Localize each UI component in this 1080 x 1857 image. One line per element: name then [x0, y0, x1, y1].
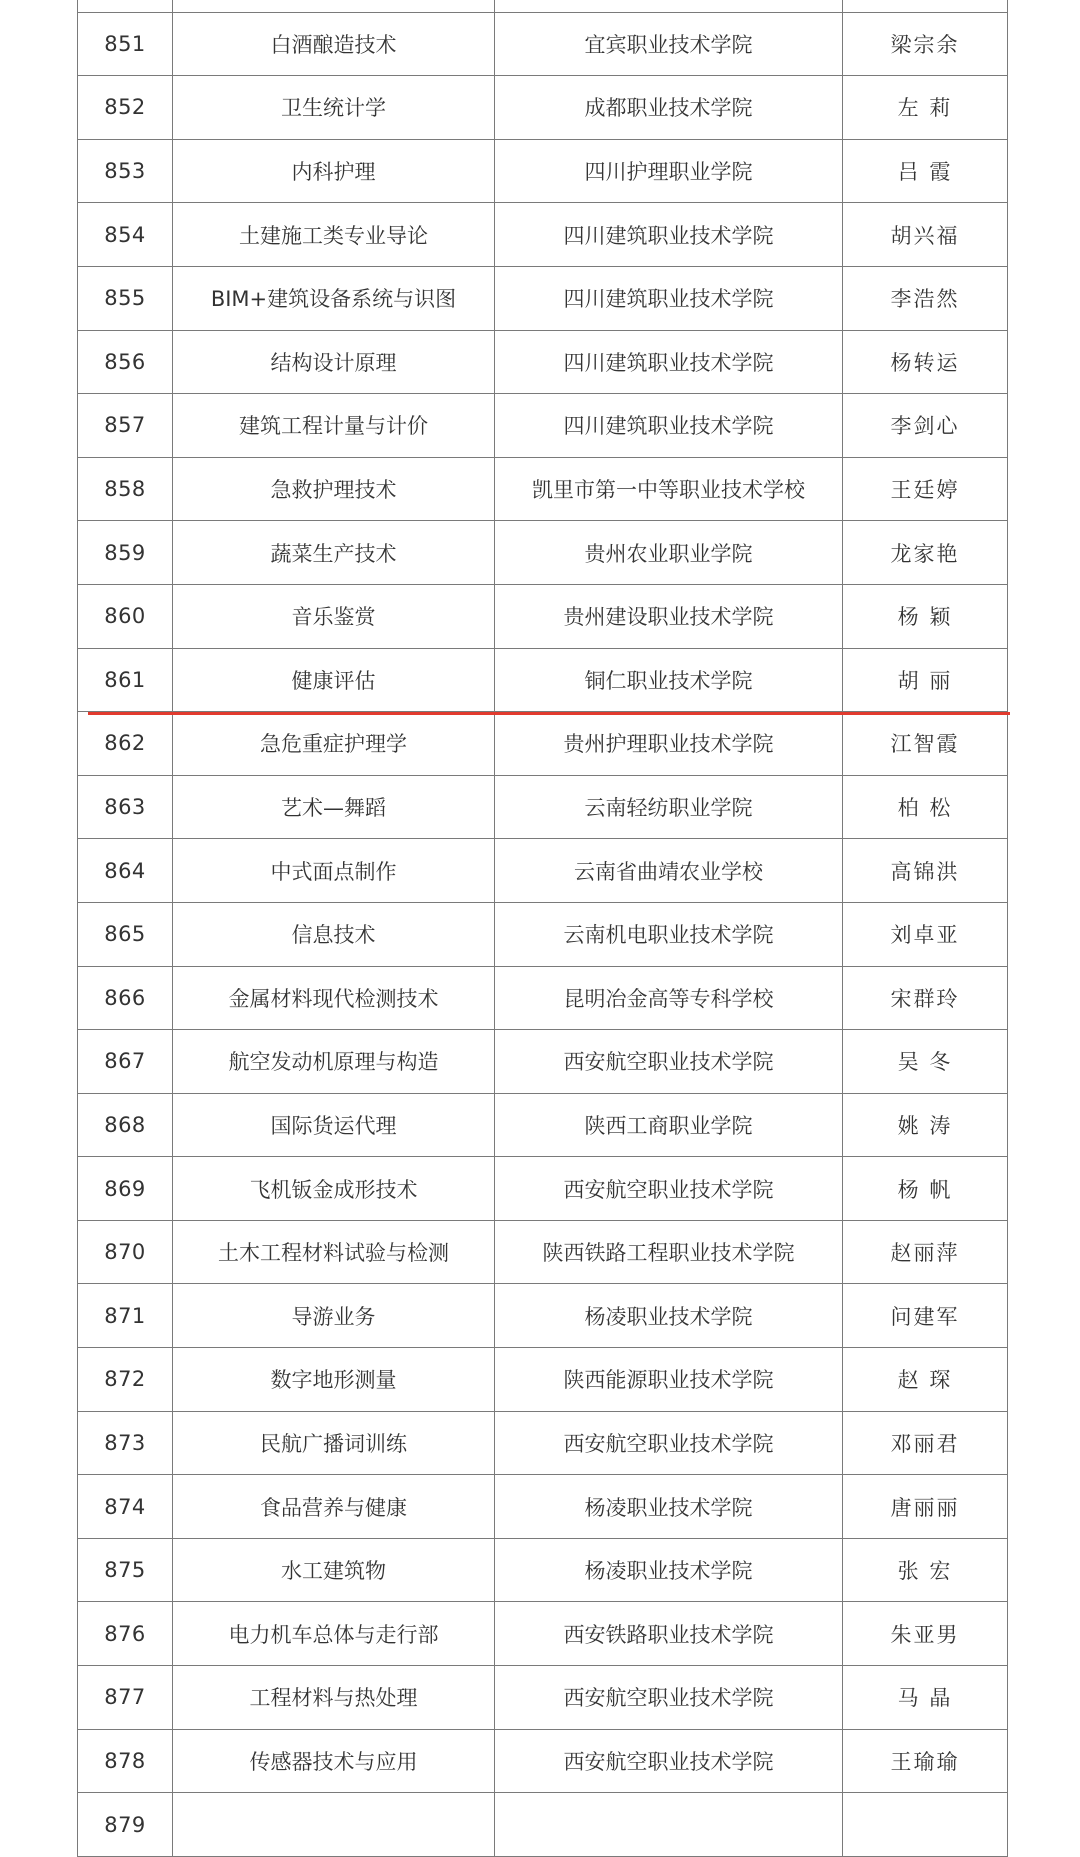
course-title: 内科护理 — [173, 139, 495, 203]
table-row — [78, 712, 1008, 776]
editor-name: 梁宗余 — [843, 12, 1008, 76]
table-row — [78, 775, 1008, 839]
institution: 宜宾职业技术学院 — [495, 12, 843, 76]
institution: 贵州建设职业技术学院 — [495, 584, 843, 648]
table-row — [78, 966, 1008, 1030]
institution: 西安航空职业技术学院 — [495, 1666, 843, 1730]
row-number: 863 — [78, 775, 173, 839]
editor-name: 王廷婷 — [843, 457, 1008, 521]
row-number: 878 — [78, 1729, 173, 1793]
institution: 昆明冶金高等专科学校 — [495, 966, 843, 1030]
editor-name: 姚 涛 — [843, 1093, 1008, 1157]
row-number: 874 — [78, 1475, 173, 1539]
editor-name: 杨 帆 — [843, 1157, 1008, 1221]
course-title: BIM+建筑设备系统与识图 — [173, 266, 495, 330]
editor-name: 杨 颖 — [843, 584, 1008, 648]
row-number: 858 — [78, 457, 173, 521]
editor-name: 江智霞 — [843, 712, 1008, 776]
table-row — [78, 1729, 1008, 1793]
row-number: 875 — [78, 1538, 173, 1602]
course-title: 健康评估 — [173, 648, 495, 712]
course-title: 急救护理技术 — [173, 457, 495, 521]
table-row — [78, 12, 1008, 76]
course-title: 艺术—舞蹈 — [173, 775, 495, 839]
row-number: 869 — [78, 1157, 173, 1221]
table-row — [78, 394, 1008, 458]
editor-name: 高锦洪 — [843, 839, 1008, 903]
course-title: 传感器技术与应用 — [173, 1729, 495, 1793]
course-title: 卫生统计学 — [173, 76, 495, 140]
course-title: 飞机钣金成形技术 — [173, 1157, 495, 1221]
institution: 杨凌职业技术学院 — [495, 1284, 843, 1348]
table-row — [78, 1411, 1008, 1475]
row-number: 876 — [78, 1602, 173, 1666]
row-number: 865 — [78, 902, 173, 966]
course-title: 土木工程材料试验与检测 — [173, 1220, 495, 1284]
institution: 云南轻纺职业学院 — [495, 775, 843, 839]
table-row — [78, 1538, 1008, 1602]
editor-name: 张 宏 — [843, 1538, 1008, 1602]
course-title: 航空发动机原理与构造 — [173, 1030, 495, 1094]
course-title: 信息技术 — [173, 902, 495, 966]
table-row — [78, 1602, 1008, 1666]
row-number: 859 — [78, 521, 173, 585]
institution: 陕西铁路工程职业技术学院 — [495, 1220, 843, 1284]
editor-name: 左 莉 — [843, 76, 1008, 140]
institution: 四川建筑职业技术学院 — [495, 266, 843, 330]
course-title — [173, 1793, 495, 1857]
row-number: 864 — [78, 839, 173, 903]
editor-name — [843, 1793, 1008, 1857]
editor-name: 问建军 — [843, 1284, 1008, 1348]
row-number: 879 — [78, 1793, 173, 1857]
table-row — [78, 1348, 1008, 1412]
row-number: 854 — [78, 203, 173, 267]
institution: 贵州护理职业技术学院 — [495, 712, 843, 776]
institution: 西安航空职业技术学院 — [495, 1729, 843, 1793]
institution: 陕西能源职业技术学院 — [495, 1348, 843, 1412]
table-row — [78, 1157, 1008, 1221]
table-row — [78, 1666, 1008, 1730]
course-title: 白酒酿造技术 — [173, 12, 495, 76]
course-title: 食品营养与健康 — [173, 1475, 495, 1539]
course-title: 工程材料与热处理 — [173, 1666, 495, 1730]
row-number: 868 — [78, 1093, 173, 1157]
institution — [495, 1793, 843, 1857]
row-number: 853 — [78, 139, 173, 203]
table-row — [78, 1030, 1008, 1094]
editor-name: 邓丽君 — [843, 1411, 1008, 1475]
row-number: 871 — [78, 1284, 173, 1348]
institution: 西安铁路职业技术学院 — [495, 1602, 843, 1666]
table-row — [78, 0, 1008, 12]
table-row — [78, 457, 1008, 521]
page-break-line — [88, 712, 1010, 715]
row-number: 860 — [78, 584, 173, 648]
table-row — [78, 139, 1008, 203]
row-number: 866 — [78, 966, 173, 1030]
editor-name: 赵 琛 — [843, 1348, 1008, 1412]
row-number: 856 — [78, 330, 173, 394]
row-number: 857 — [78, 394, 173, 458]
row-number: 877 — [78, 1666, 173, 1730]
editor-name: 朱亚男 — [843, 1602, 1008, 1666]
institution: 陕西工商职业学院 — [495, 1093, 843, 1157]
editor-name: 胡 丽 — [843, 648, 1008, 712]
row-number: 870 — [78, 1220, 173, 1284]
course-title: 建筑工程计量与计价 — [173, 394, 495, 458]
editor-name: 王瑜瑜 — [843, 1729, 1008, 1793]
editor-name: 龙家艳 — [843, 521, 1008, 585]
row-number: 855 — [78, 266, 173, 330]
editor-name: 马 晶 — [843, 1666, 1008, 1730]
editor-name: 李剑心 — [843, 394, 1008, 458]
table-row — [78, 1220, 1008, 1284]
row-number: 861 — [78, 648, 173, 712]
course-title: 电力机车总体与走行部 — [173, 1602, 495, 1666]
institution: 杨凌职业技术学院 — [495, 1475, 843, 1539]
course-title: 金属材料现代检测技术 — [173, 966, 495, 1030]
table-row — [78, 902, 1008, 966]
course-title: 民航广播词训练 — [173, 1411, 495, 1475]
table-row — [78, 1284, 1008, 1348]
row-number: 862 — [78, 712, 173, 776]
institution: 四川建筑职业技术学院 — [495, 330, 843, 394]
institution: 云南机电职业技术学院 — [495, 902, 843, 966]
course-title: 音乐鉴赏 — [173, 584, 495, 648]
institution: 四川护理职业学院 — [495, 139, 843, 203]
course-title: 导游业务 — [173, 1284, 495, 1348]
course-title — [173, 0, 495, 12]
course-title: 土建施工类专业导论 — [173, 203, 495, 267]
row-number: 852 — [78, 76, 173, 140]
institution: 贵州农业职业学院 — [495, 521, 843, 585]
table-row — [78, 266, 1008, 330]
institution: 西安航空职业技术学院 — [495, 1157, 843, 1221]
table-row — [78, 584, 1008, 648]
editor-name: 吴 冬 — [843, 1030, 1008, 1094]
course-title: 国际货运代理 — [173, 1093, 495, 1157]
table-row — [78, 839, 1008, 903]
course-title: 水工建筑物 — [173, 1538, 495, 1602]
institution: 铜仁职业技术学院 — [495, 648, 843, 712]
table-body — [78, 0, 1008, 1856]
row-number: 867 — [78, 1030, 173, 1094]
institution: 杨凌职业技术学院 — [495, 1538, 843, 1602]
editor-name: 刘卓亚 — [843, 902, 1008, 966]
row-number: 872 — [78, 1348, 173, 1412]
table-row — [78, 1093, 1008, 1157]
table-row — [78, 1475, 1008, 1539]
table-row — [78, 521, 1008, 585]
editor-name: 宋群玲 — [843, 966, 1008, 1030]
editor-name: 赵丽萍 — [843, 1220, 1008, 1284]
course-title: 数字地形测量 — [173, 1348, 495, 1412]
editor-name: 唐丽丽 — [843, 1475, 1008, 1539]
course-title: 急危重症护理学 — [173, 712, 495, 776]
course-title: 蔬菜生产技术 — [173, 521, 495, 585]
institution: 云南省曲靖农业学校 — [495, 839, 843, 903]
table-row — [78, 76, 1008, 140]
institution — [495, 0, 843, 12]
editor-name: 杨转运 — [843, 330, 1008, 394]
institution: 西安航空职业技术学院 — [495, 1411, 843, 1475]
editor-name — [843, 0, 1008, 12]
row-number — [78, 0, 173, 12]
table-row — [78, 330, 1008, 394]
table-row — [78, 1793, 1008, 1857]
editor-name: 吕 霞 — [843, 139, 1008, 203]
editor-name: 李浩然 — [843, 266, 1008, 330]
course-title: 中式面点制作 — [173, 839, 495, 903]
institution: 西安航空职业技术学院 — [495, 1030, 843, 1094]
textbook-list-table — [77, 0, 1008, 1857]
institution: 四川建筑职业技术学院 — [495, 203, 843, 267]
institution: 凯里市第一中等职业技术学校 — [495, 457, 843, 521]
table-row — [78, 203, 1008, 267]
institution: 成都职业技术学院 — [495, 76, 843, 140]
course-title: 结构设计原理 — [173, 330, 495, 394]
table-row — [78, 648, 1008, 712]
editor-name: 胡兴福 — [843, 203, 1008, 267]
row-number: 873 — [78, 1411, 173, 1475]
institution: 四川建筑职业技术学院 — [495, 394, 843, 458]
editor-name: 柏 松 — [843, 775, 1008, 839]
row-number: 851 — [78, 12, 173, 76]
